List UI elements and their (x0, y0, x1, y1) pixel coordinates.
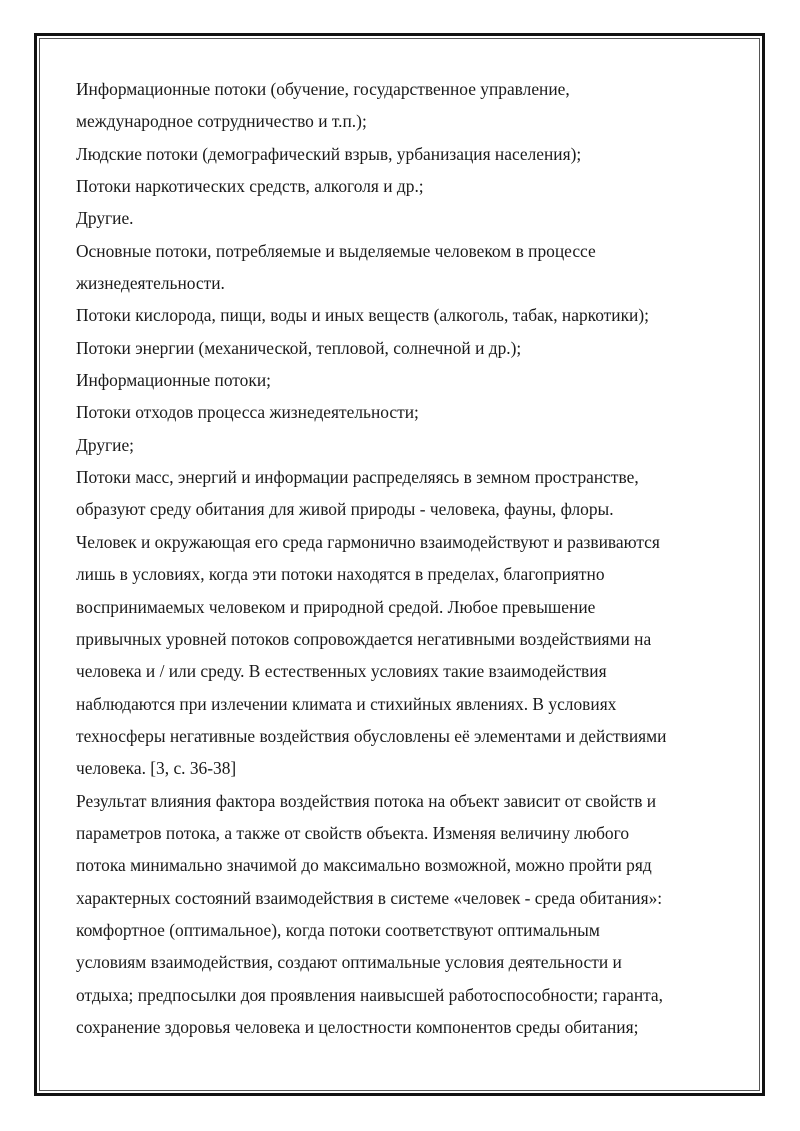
text-line: Человек и окружающая его среда гармонично взаимодействуют и развиваются (76, 531, 660, 552)
text-line: Другие; (76, 434, 135, 455)
text-line: человека и / или среду. В естественных условиях такие взаимодействия (76, 661, 607, 682)
text-line: комфортное (оптимальное), когда потоки соответствуют оптимальным (76, 919, 600, 940)
text-line: международное сотрудничество и т.п.); (76, 111, 367, 132)
text-line: Основные потоки, потребляемые и выделяемые человеком в процессе (76, 240, 596, 261)
text-line: Потоки энергии (механической, тепловой, солнечной и др.); (76, 337, 522, 358)
document-body (76, 73, 736, 1043)
text-line: Информационные потоки (обучение, государственное управление, (76, 79, 570, 99)
text-line: Потоки кислорода, пищи, воды и иных веществ (алкоголь, табак, наркотики); (76, 305, 649, 326)
text-line: характерных состояний взаимодействия в системе «человек - среда обитания»: (76, 887, 663, 908)
text-line: воспринимаемых человеком и природной средой. Любое превышение (76, 596, 596, 617)
text-line: Потоки наркотических средств, алкоголя и др.; (76, 176, 424, 197)
text-line: Информационные потоки; (76, 370, 271, 391)
text-line: лишь в условиях, когда эти потоки находятся в пределах, благоприятно (76, 564, 605, 585)
text-line: Другие. (76, 208, 134, 229)
text-line: Людские потоки (демографический взрыв, урбанизация населения); (76, 143, 582, 164)
text-line: отдыха; предпосылки доя проявления наивысшей работоспособности; гаранта, (76, 984, 664, 1005)
text-line: Потоки масс, энергий и информации распределяясь в земном пространстве, (76, 467, 639, 488)
text-line: образуют среду обитания для живой природы - человека, фауны, флоры. (76, 499, 614, 520)
text-line: человека. [3, с. 36-38] (76, 758, 237, 779)
text-line: привычных уровней потоков сопровождается негативными воздействиями на (76, 628, 652, 649)
text-line: Результат влияния фактора воздействия потока на объект зависит от свойств и (76, 790, 657, 811)
text-line: сохранение здоровья человека и целостности компонентов среды обитания; (76, 1016, 639, 1037)
text-line: параметров потока, а также от свойств объекта. Изменяя величину любого (76, 822, 630, 843)
text-line: жизнедеятельности. (76, 273, 225, 294)
text-line: условиям взаимодействия, создают оптимальные условия деятельности и (76, 952, 622, 973)
text-line: Потоки отходов процесса жизнедеятельности; (76, 402, 419, 423)
text-line: наблюдаются при излечении климата и стихийных явлениях. В условиях (76, 693, 617, 714)
text-line: потока минимально значимой до максимально возможной, можно пройти ряд (76, 855, 652, 876)
text-line: техносферы негативные воздействия обусловлены её элементами и действиями (76, 725, 667, 746)
